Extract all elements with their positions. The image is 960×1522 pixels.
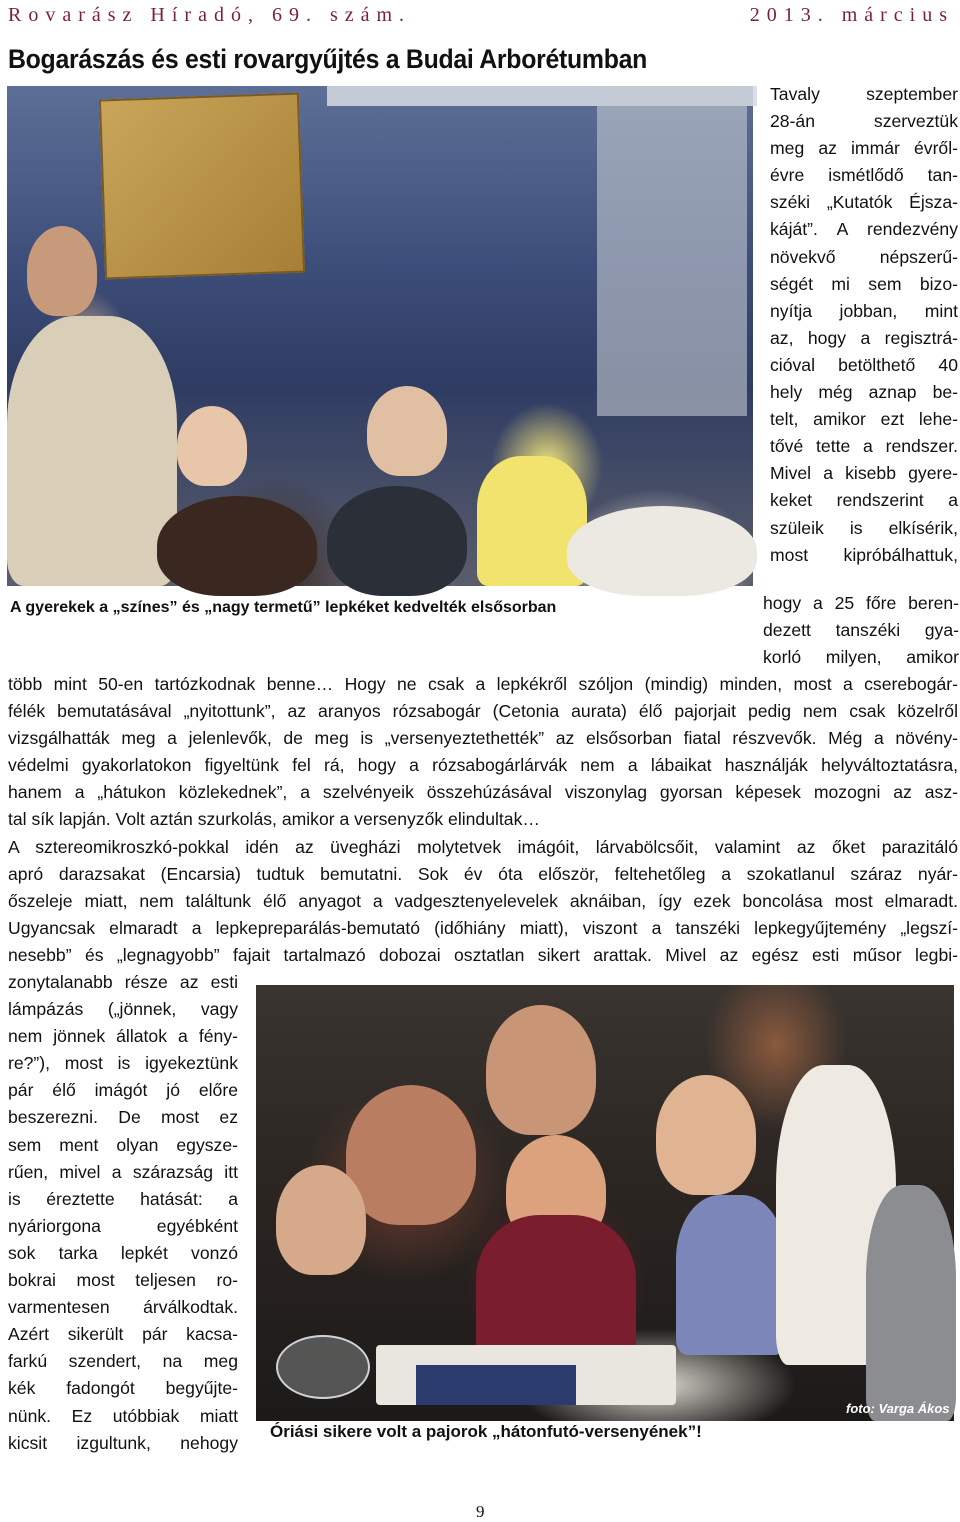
text-line: széki „Kutatók Éjsza- bbox=[770, 192, 958, 213]
running-header bbox=[0, 0, 960, 30]
text-line: lámpázás („jönnek, vagy bbox=[8, 999, 238, 1020]
text-line: hely még aznap be- bbox=[770, 382, 958, 403]
text-line: Azért sikerült pár kacsa- bbox=[8, 1324, 238, 1345]
text-line: keket rendszerint a bbox=[770, 490, 958, 511]
text-line: korló milyen, amikor bbox=[763, 647, 959, 668]
text-line: évre ismétlődő tan- bbox=[770, 165, 958, 186]
page-number: 9 bbox=[476, 1502, 485, 1521]
full-width-text bbox=[8, 671, 958, 969]
text-line: káját”. A rendezvény bbox=[770, 219, 958, 240]
text-line: védelmi gyakorlatokon figyeltünk fel rá, hogy a rózsabogárlárvák nem a lábaikat használják helyváltoztatásra, bbox=[8, 755, 958, 776]
photo1-credit: foto: Varga Ákos bbox=[639, 651, 743, 666]
text-line: farkú szendert, na meg bbox=[8, 1351, 238, 1372]
text-line: re?”), most is igyekeztünk bbox=[8, 1053, 238, 1074]
text-line: rűen, mivel a szárazság itt bbox=[8, 1161, 238, 1182]
text-line: nem jönnek állatok a fény- bbox=[8, 1026, 238, 1047]
text-line: meg az immár évről- bbox=[770, 138, 958, 159]
issue-date: 2013. március bbox=[749, 4, 954, 26]
text-line: tal sík lapján. Volt aztán szurkolás, amikor a versenyzők elindultak… bbox=[8, 809, 540, 830]
text-line: dezett tanszéki gya- bbox=[763, 620, 959, 641]
text-line: vizsgálhatták meg a jelenlevők, de meg is „versenyeztethették” az elsősorban fiatal részvevők. Még a növény- bbox=[8, 728, 958, 749]
text-line: pár élő imágót jó előre bbox=[8, 1080, 238, 1101]
text-line: sok tarka lepkét vonzó bbox=[8, 1242, 238, 1263]
text-line: Ugyancsak elmaradt a lepkepreparálás-bemutató (időhiány miatt), viszont a tanszéki lepkegyűjtemény „legszí- bbox=[8, 917, 958, 938]
text-line: az, hogy a regisztrá- bbox=[770, 327, 958, 348]
photo2-caption: Óriási sikere volt a pajorok „hátonfutó-versenyének”! bbox=[270, 1422, 702, 1441]
text-line: cióval betölthető 40 bbox=[770, 354, 958, 375]
text-line: bokrai most teljesen ro- bbox=[8, 1270, 238, 1291]
text-line: beszerezni. De most ez bbox=[8, 1107, 238, 1128]
text-line: sem ment olyan egysze- bbox=[8, 1134, 238, 1155]
text-line: Mivel a kisebb gyere- bbox=[770, 463, 958, 484]
left-column-text bbox=[8, 969, 238, 1457]
photo2-credit: foto: Varga Ákos bbox=[846, 1401, 950, 1416]
text-line: is éreztette hatását: a bbox=[8, 1188, 238, 1209]
text-line: hanem a „hátukon közlekednek”, a szelvényeik összehúzásával viszonylag gyorsan képesek mozogni az asz- bbox=[8, 782, 958, 803]
text-line: ségét mi sem bizo- bbox=[770, 273, 958, 294]
photo1-caption: A gyerekek a „színes” és „nagy termetű” lepkéket kedvelték elsősorban bbox=[10, 599, 557, 616]
article-title: Bogarászás és esti rovargyűjtés a Budai Arborétumban bbox=[8, 44, 648, 74]
text-line: most kipróbálhattuk, bbox=[770, 544, 958, 565]
text-line: telt, amikor ezt lehe- bbox=[770, 409, 958, 430]
right-column-bottom bbox=[763, 590, 959, 671]
right-column-top bbox=[770, 81, 958, 569]
text-line: nünk. Ez utóbbiak miatt bbox=[8, 1405, 238, 1426]
wooden-box bbox=[99, 93, 305, 280]
text-line: A sztereomikroszkó-pokkal idén az üvegházi molytetvek imágóit, lárvabölcsőit, valamint az őket parazitáló bbox=[8, 836, 958, 857]
photo-children-watching-race bbox=[256, 985, 954, 1421]
text-line: 28-án szerveztük bbox=[770, 111, 958, 132]
text-line: hogy a 25 főre beren- bbox=[763, 593, 959, 613]
text-line: nyáriorgona egyébként bbox=[8, 1215, 238, 1236]
text-line: zonytalanabb része az esti bbox=[8, 972, 238, 992]
text-line: apró darazsakat (Encarsia) tudtuk bemutatni. Sok év óta először, feltehetőleg a szokatlanul száraz nyár- bbox=[8, 863, 958, 884]
text-line: kék fadongót begyűjte- bbox=[8, 1378, 238, 1399]
text-line: növekvő népszerű- bbox=[770, 246, 958, 267]
text-line: őszeleje miatt, nem találtunk élő anyagot a vadgesztenyelevelek aknáiban, így ezek boncolása most elmaradt. bbox=[8, 890, 958, 911]
journal-name: Rovarász Híradó, 69. szám. bbox=[8, 4, 412, 26]
text-line: tővé tette a rendszer. bbox=[770, 436, 958, 457]
text-line: varmentesen árválkodtak. bbox=[8, 1297, 238, 1318]
text-line: félék bemutatásával „nyitottunk”, az aranyos rózsabogár (Cetonia aurata) élő pajorjait pedig nem csak közelről bbox=[8, 701, 958, 722]
text-line: nesebb” és „legnagyobb” fajait tartalmazó dobozai osztatlan sikert arattak. Mivel az egész esti műsor legbi- bbox=[8, 944, 958, 965]
text-line: kicsit izgultunk, nehogy bbox=[8, 1432, 238, 1453]
text-line: szüleik is elkísérik, bbox=[770, 517, 958, 538]
text-line: nyítja jobban, mint bbox=[770, 300, 958, 321]
text-line: több mint 50-en tartózkodnak benne… Hogy ne csak a lepkékről szóljon (mindig) minden, most a cserebogár- bbox=[8, 674, 958, 694]
text-line: Tavaly szeptember bbox=[770, 84, 958, 104]
